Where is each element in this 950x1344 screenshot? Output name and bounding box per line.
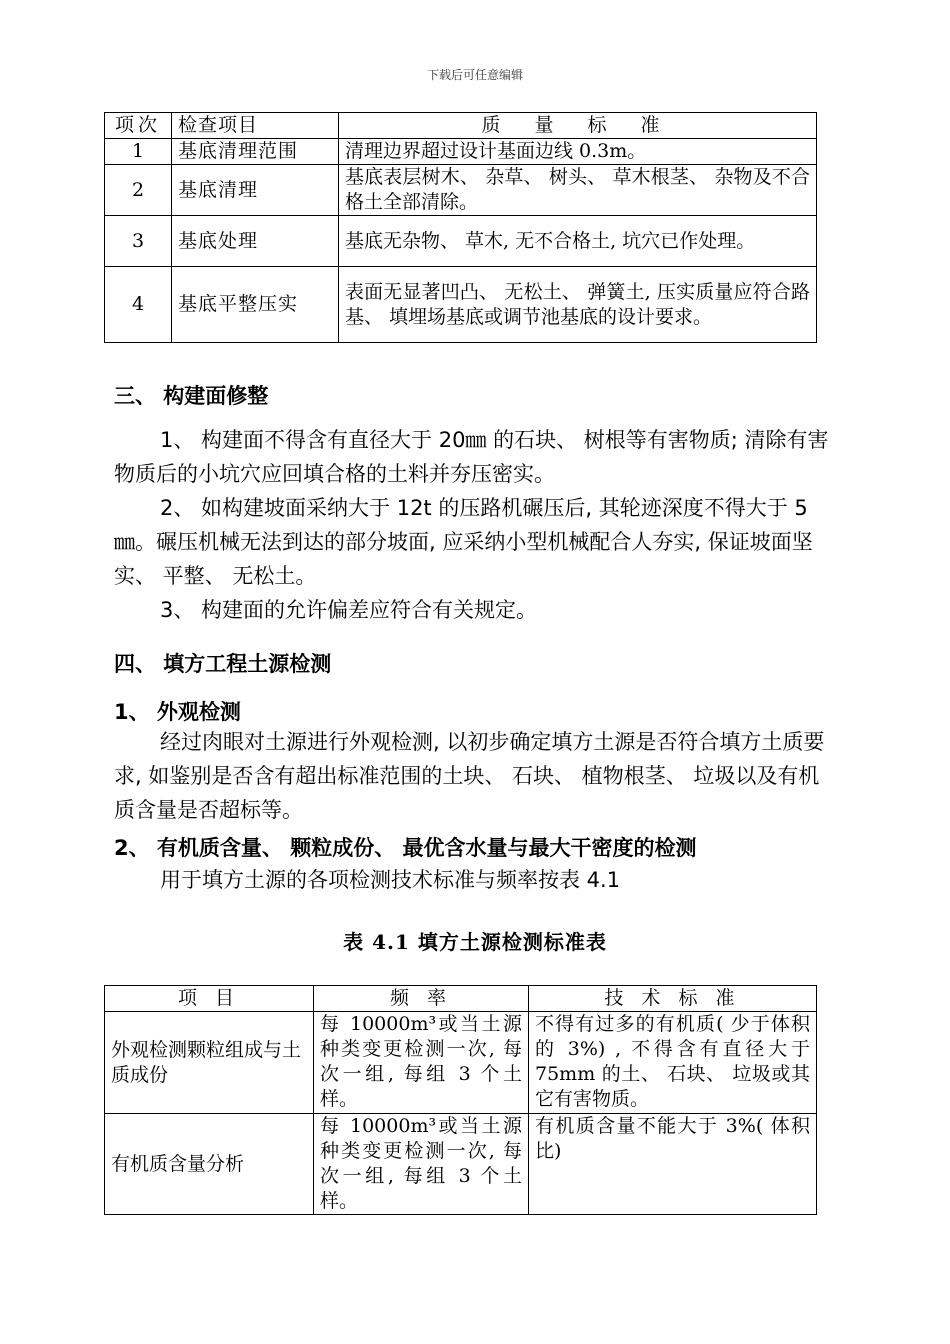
table-cell: 不得有过多的有机质( 少于体积的 3%) , 不得含有直径大于 75mm 的土、 石块、 垃圾或其它有害物质。 [529, 1012, 817, 1114]
table-row [105, 216, 817, 267]
table-cell: 2 [105, 165, 172, 216]
column-header: 项 目 [105, 986, 314, 1012]
table-row [105, 139, 817, 165]
table-cell: 表面无显著凹凸、 无松土、 弹簧土, 压实质量应符合路基、 填埋场基底或调节池基底的设计要求。 [339, 267, 817, 343]
column-header: 技 术 标 准 [529, 986, 817, 1012]
table-cell: 有机质含量分析 [105, 1114, 314, 1215]
table-header-row [105, 986, 817, 1012]
paragraph [114, 863, 840, 897]
table-row [105, 1114, 817, 1215]
table-cell: 基底清理 [172, 165, 339, 216]
inspection-table [104, 112, 817, 343]
paragraph-text: 2、 如构建坡面采纳大于 12t 的压路机碾压后, 其轮迹深度不得大于 5㎜。碾压机械无法到达的部分坡面, 应采纳小型机械配合人夯实, 保证坡面坚实、 平整、 无松土。 [114, 496, 813, 588]
column-header: 项次 [105, 113, 172, 139]
table-cell: 清理边界超过设计基面边线 0.3m。 [339, 139, 817, 165]
table-cell: 基底清理范围 [172, 139, 339, 165]
table-cell: 每 10000m³或当土源种类变更检测一次, 每次一组, 每组 3 个土样。 [314, 1012, 529, 1114]
subsection-heading: 1、 外观检测 [114, 700, 241, 724]
paragraph [114, 423, 840, 491]
table-caption: 表 4.1 填方土源检测标准表 [343, 930, 607, 954]
paragraph [114, 593, 840, 627]
paragraph-text: 经过肉眼对土源进行外观检测, 以初步确定填方土源是否符合填方土质要求, 如鉴别是否含有超出标准范围的土块、 石块、 植物根茎、 垃圾以及有机质含量是否超标等。 [114, 730, 825, 822]
table-cell: 基底平整压实 [172, 267, 339, 343]
table-cell: 基底处理 [172, 216, 339, 267]
section-heading: 四、 填方工程土源检测 [114, 652, 332, 676]
table-cell: 4 [105, 267, 172, 343]
paragraph-text: 用于填方土源的各项检测技术标准与频率按表 4.1 [160, 868, 621, 892]
paragraph [114, 725, 840, 827]
subsection-heading: 2、 有机质含量、 颗粒成份、 最优含水量与最大干密度的检测 [114, 836, 697, 860]
section-heading: 三、 构建面修整 [114, 384, 269, 408]
paragraph-text: 1、 构建面不得含有直径大于 20㎜ 的石块、 树根等有害物质; 清除有害物质后的小坑穴应回填合格的土料并夯压密实。 [114, 428, 829, 486]
table-cell: 每 10000m³或当土源种类变更检测一次, 每次一组, 每组 3 个土样。 [314, 1114, 529, 1215]
column-header: 质 量 标 准 [339, 113, 817, 139]
table-row [105, 1012, 817, 1114]
page-header: 下载后可任意编辑 [426, 68, 523, 82]
paragraph [114, 491, 840, 593]
table-cell: 基底无杂物、 草木, 无不合格土, 坑穴已作处理。 [339, 216, 817, 267]
soil-source-standard-table [104, 985, 817, 1215]
table-cell: 基底表层树木、 杂草、 树头、 草木根茎、 杂物及不合格土全部清除。 [339, 165, 817, 216]
table-cell: 有机质含量不能大于 3%( 体积比) [529, 1114, 817, 1215]
table-cell: 1 [105, 139, 172, 165]
paragraph-text: 3、 构建面的允许偏差应符合有关规定。 [160, 598, 538, 622]
column-header: 检查项目 [172, 113, 339, 139]
table-cell: 3 [105, 216, 172, 267]
table-row [105, 267, 817, 343]
table-header-row [105, 113, 817, 139]
column-header: 频 率 [314, 986, 529, 1012]
table-cell: 外观检测颗粒组成与土质成份 [105, 1012, 314, 1114]
table-row [105, 165, 817, 216]
